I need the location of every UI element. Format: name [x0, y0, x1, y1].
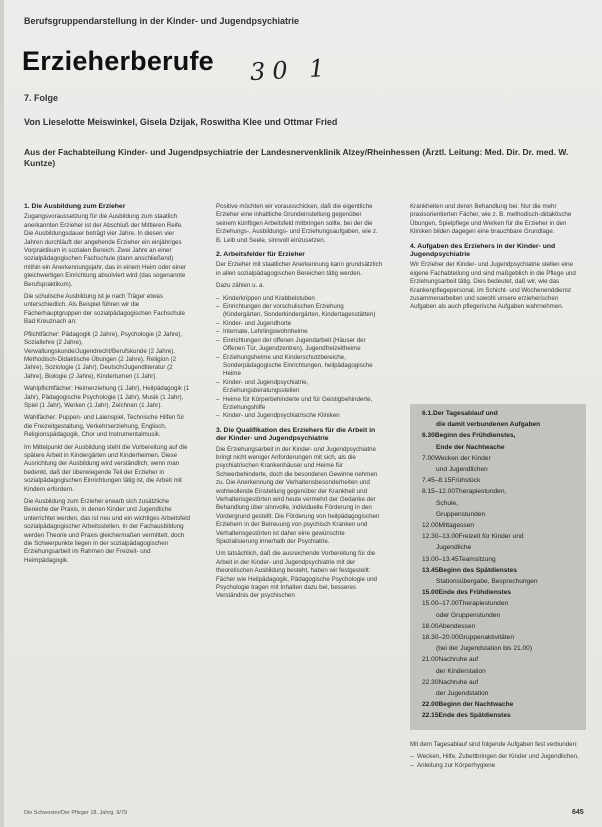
schedule-entry [422, 544, 596, 552]
list-item: – Anleitung zur Körperhygiene [417, 762, 586, 770]
list-item: – Wecken, Hilfe, Zubettbringen der Kinder und Jugendlichen, [417, 753, 586, 761]
schedule-text: Ende der Nachtwache [436, 443, 505, 451]
list-item: – Kinder- und Jugendhorte [223, 320, 383, 328]
schedule-entry [422, 432, 582, 440]
column-3-continued [410, 741, 586, 774]
schedule-text: (bei der Jugendstation bis 21.00) [436, 645, 533, 653]
section-heading-2: 2. Arbeitsfelder für Erzieher [216, 251, 305, 259]
schedule-text: Nachruhe auf [438, 656, 479, 664]
list-item: – Einrichtungen der offenen Jugendarbeit (Häuser der Offenen Tür, Jugendzentren), Jugendfreizeitheime [223, 337, 383, 354]
schedule-time: 6.1. [422, 410, 433, 417]
schedule-text: Freizeit für Kinder und [458, 533, 524, 541]
handwritten-note: 30 1 [249, 53, 333, 87]
affiliation-line: Aus der Fachabteilung Kinder- und Jugendpsychiatrie der Landesnervenklinik Alzey/Rheinhessen (Ärztl. Leitung: Med. Dir. Dr. med. W. Kuntze) [24, 147, 569, 168]
series-number: 7. Folge [24, 93, 59, 103]
schedule-entry [422, 645, 596, 653]
schedule-text: Stationsübergabe, Besprechungen [436, 578, 538, 585]
section-heading-1: 1. Die Ausbildung zum Erzieher [24, 203, 126, 210]
schedule-text: Therapiestunden [458, 600, 509, 608]
schedule-entry [422, 656, 582, 664]
schedule-entry [422, 488, 582, 496]
schedule-entry [422, 477, 582, 485]
schedule-entry [422, 511, 596, 519]
schedule-entry [422, 600, 582, 608]
schedule-entry [422, 567, 582, 575]
schedule-time: 7.45–8.15 [422, 477, 452, 485]
column-1 [24, 203, 191, 569]
schedule-entry [422, 421, 596, 429]
column-2 [216, 203, 383, 605]
paragraph: Die Ausbildung zum Erzieher erwarb sich zusätzliche Bereiche der Praxis, in denen Kinder und Jugendliche unterrichtet werden, das ist neu und ein wichtiges Arbeitsfeld sozialpädagogischer Arbeitsstellen. In der Fachausbildung werden Theorie und Praxis gleichermaßen vermittelt, doch die Schwerpunkte liegen in der sozialpädagogischen Erziehungsarbeit im Rahmen der Freizeit- und Heimpädagogik. [24, 498, 191, 564]
schedule-entry [422, 589, 582, 597]
schedule-text: Schule, [436, 499, 458, 507]
list-item: – Kinderkrippen und Krabbelstuben [223, 295, 383, 303]
workfield-list [216, 295, 383, 421]
schedule-time: 22.30 [422, 678, 439, 686]
schedule-time: 8.15–12.00 [422, 488, 456, 496]
paragraph: Der Erzieher mit staatlicher Anerkennung kann grundsätzlich in allen sozialpädagogischen Bereichen tätig werden. [216, 261, 383, 277]
schedule-text: die damit verbundenen Aufgaben [436, 421, 541, 429]
list-item: – Kinder- und Jugendpsychiatrische Kliniken [223, 412, 383, 420]
article-title: Erzieherberufe [22, 46, 214, 76]
schedule-entry [422, 668, 596, 676]
paragraph: Positive möchten wir vorausschicken, daß die eigentliche Erzieher eine inhaltliche Grundeinstellung gegenüber seinem künftigen Arbeitsfeld mitbringen sollte, bei der die Erziehungs-, Ausbildungs- und Erziehungsaufgaben, wie z. B. Leib und Seele, sinnvoll einzusetzen. [216, 203, 378, 244]
schedule-time: 15.00 [422, 589, 439, 597]
schedule-text: Ende des Frühdienstes [438, 589, 512, 597]
schedule-text: Beginn des Spätdienstes [438, 566, 517, 574]
schedule-text: Ende des Spätdienstes [438, 712, 511, 720]
schedule-entry [422, 634, 582, 642]
schedule-text: Beginn der Nachtwache [438, 701, 514, 709]
paragraph: Die schulische Ausbildung ist je nach Träger etwas unterschiedlich. Als Beispiel führen wir die Fächerhauptgruppen der sozialpädagogischen Fachschule Bad Kreuznach an: [24, 293, 185, 326]
paragraph: Pflichtfächer: Pädagogik (2 Jahre), Psychologie (2 Jahre), Soziallehre (2 Jahre), Verwaltungskunde/Jugendrecht/Berufskunde (2 Jahre), Methodisch-Didaktische Übungen (2 Jahre), Religion (2 Jahre), Soziologie (1 Jahr), Deutsch/Jugendliteratur (2 Jahre), Biologie (2 Jahre), Kinderturnen (1 Jahr). [24, 330, 183, 380]
schedule-entry [422, 712, 582, 720]
list-item: – Heime für Körperbehinderte und für Geistigbehinderte, Erziehungshilfe [223, 396, 383, 413]
paragraph: Zugangsvoraussetzung für die Ausbildung zum staatlich anerkannten Erzieher ist der Abschluß der Mittleren Reife. Die Ausbildungsdauer beträgt vier Jahre. In diesen vier Jahren durchläuft der angehende Erzieher ein einjähriges Vorpraktikum in sozialen Bereich. Zwei Jahre an einer sozialpädagogischen Fachschule (dann anschließend) mithin ein Anerkennungsjahr, das in einem Heim oder einer gleichwertigen Einrichtung absolviert wird (das sogenannte Berufspraktikum). [24, 213, 186, 288]
schedule-time: 21.00 [422, 656, 439, 664]
schedule-text: Beginn des Frühdienstes, [434, 432, 516, 440]
schedule-entry [422, 623, 582, 631]
schedule-text: der Jugendstation [436, 690, 489, 697]
paragraph: Im Mittelpunkt der Ausbildung steht die Vorbereitung auf die spätere Arbeit in Kindergärten und Kinderheimen. Diese Ausrichtung der Ausbildung wird verständlich, wenn man bedenkt, daß der überwiegende Teil der Erzieher in sozialpädagogischen Einrichtungen tätig ist, die Arbeit mit Kindern erfordern. [24, 443, 188, 493]
schedule-entry [422, 444, 596, 452]
task-list [410, 753, 586, 770]
schedule-entry [422, 679, 582, 687]
paragraph: Dazu zählen u. a. [216, 282, 265, 290]
paragraph: Wahlfächer: Puppen- und Laienspiel, Technische Hilfen für die Freizeitgestaltung, Verkehrserziehung, Englisch, Religionspädagogik, Chor und Instrumentalmusik. [24, 414, 185, 439]
schedule-text: Wecken der Kinder [434, 454, 491, 462]
list-item: – Erziehungsheime und Kinderschutzbereiche, Sonderpädagogische Einrichtungen, heilpädagogische Heime [223, 354, 383, 379]
schedule-time: 12.30–13.00 [422, 533, 459, 541]
schedule-time: 6.30 [422, 432, 435, 440]
paragraph: Die Erziehungsarbeit in der Kinder- und Jugendpsychiatrie bringt nicht weniger Anforderungen mit sich, als die psychiatrischen Krankenhäuser und Heime für Schwerbehinderte, doch die besonderen Gewinne nehmen zu. Die Anerkennung der Verhaltensbesonderheiten und wohlwollende Einstellung gegenüber der Krankheit und Verhaltensgestörten wird heute vermehrt der Gedanke der Behandlung über sinnvolle, individuelle Förderung in den Vordergrund gestellt. Die Förderung von heilpädagogischen Erziehern in der Betreuung von psychisch Kranken und Verhaltensgestörten ist daher eine gewünschte Spezialisierung innerhalb der Psychiatrie. [216, 445, 380, 546]
schedule-time: 18.00 [422, 622, 439, 630]
list-item: – Kinder- und Jugendpsychiatrie, Erziehungsberatungsstellen [223, 379, 383, 396]
schedule-text: Gruppenaktivitäten [458, 634, 515, 641]
section-heading-3: 3. Die Qualifikation des Erziehers für die Arbeit in der Kinder- und Jugendpsychiatrie [216, 426, 376, 443]
page-number: 645 [572, 809, 584, 816]
schedule-text: Abendessen [438, 622, 476, 630]
schedule-text: Therapiestunden, [455, 488, 507, 496]
paragraph: Wir Erzieher der Kinder- und Jugendpsychiatrie stellen eine eigene Fachabteilung und sind maßgeblich in die Pflege und Erziehungsarbeit tätig. Dies bedeutet, daß wir, wie das Krankenpflegepersonal, im Schicht- und Wochenenddienst zusammenarbeiten und sowohl unsere erzieherischen Aufgaben als auch pflegerische Aufgaben wahrnehmen. [410, 261, 576, 311]
schedule-text: Der Tagesablauf und [433, 410, 498, 417]
footer-source: Die Schwester/Der Pfleger 18. Jahrg. 9/79 [24, 810, 128, 816]
schedule-entry [422, 701, 582, 709]
schedule-time: 13.45 [422, 566, 439, 574]
schedule-entry [422, 612, 596, 620]
scan-edge [0, 0, 4, 827]
schedule-entry [422, 466, 596, 474]
schedule-text: Mittagessen [438, 522, 475, 529]
column-3 [410, 203, 586, 316]
schedule-entry [422, 556, 582, 564]
authors-line: Von Lieselotte Meiswinkel, Gisela Dzijak, Roswitha Klee und Ottmar Fried [24, 117, 338, 127]
schedule-entry [422, 522, 582, 530]
list-item: – Einrichtungen der vorschulischen Erziehung (Kindergärten, Sonderkindergärten, Kindertagesstätten) [223, 303, 383, 320]
paragraph: Krankheiten und deren Behandlung bei. Nur die mehr praxisorientierten Fächer, wie z. B. methodisch-didaktische Übungen, Spielpflege und Werken für die Erzieher in den Kliniken bilden dagegen eine brauchbare Grundlage. [410, 203, 572, 236]
paragraph: Mit dem Tagesablauf sind folgende Aufgaben fest verbunden: [410, 741, 578, 748]
schedule-time: 7.00 [422, 454, 435, 462]
series-kicker: Berufsgruppendarstellung in der Kinder- und Jugendpsychiatrie [24, 16, 300, 26]
schedule-entry [422, 578, 596, 586]
schedule-text: Gruppenstunden [436, 510, 486, 518]
schedule-entry [422, 455, 582, 463]
daily-schedule-box [410, 404, 586, 730]
schedule-text: oder Gruppenstunden [436, 611, 501, 619]
paragraph: Wahlpflichtfächer: Heimerziehung (1 Jahr), Heilpädagogik (1 Jahr), Pädagogische Psychologie (1 Jahr), Musik (1 Jahr), Spiel (1 Jahr), Werken (1 Jahr), Zeichnen (1 Jahr). [24, 385, 190, 409]
schedule-entry [422, 500, 596, 508]
schedule-time: 22.15 [422, 712, 439, 720]
schedule-entry [422, 410, 582, 418]
schedule-time: 18.30–20.00 [422, 634, 459, 641]
schedule-entry [422, 533, 582, 541]
schedule-text: der Kinderstation [436, 667, 486, 675]
schedule-time: 13.00–13.45 [422, 555, 459, 563]
section-heading-4: 4. Aufgaben des Erziehers in der Kinder- und Jugendpsychiatrie [410, 242, 556, 259]
schedule-text: Teamsitzung [458, 555, 496, 563]
paragraph: Um tatsächlich, daß die ausreichende Vorbereitung für die Arbeit in der Kinder- und Jugendpsychiatrie mit der theoretischen Ausbildung besteht, haben wir festgestellt: Fächer wie Heilpädagogik, Pädagogische Psychologie und Psychologie tragen mit Inhalten dazu bei, besseres Verständnis der psychischen [216, 550, 377, 600]
schedule-text: und Jugendlichen [436, 466, 488, 473]
schedule-time: 15.00–17.00 [422, 600, 459, 608]
schedule-text: Nachruhe auf [438, 678, 479, 686]
schedule-entry [422, 690, 596, 698]
schedule-time: 22.00 [422, 701, 439, 709]
schedule-time: 12.00 [422, 522, 439, 529]
list-item: – Internate, Lehrlingswohnheime [223, 328, 383, 336]
schedule-text: Jugendliche [436, 544, 472, 552]
schedule-text: Frühstück [451, 477, 481, 485]
